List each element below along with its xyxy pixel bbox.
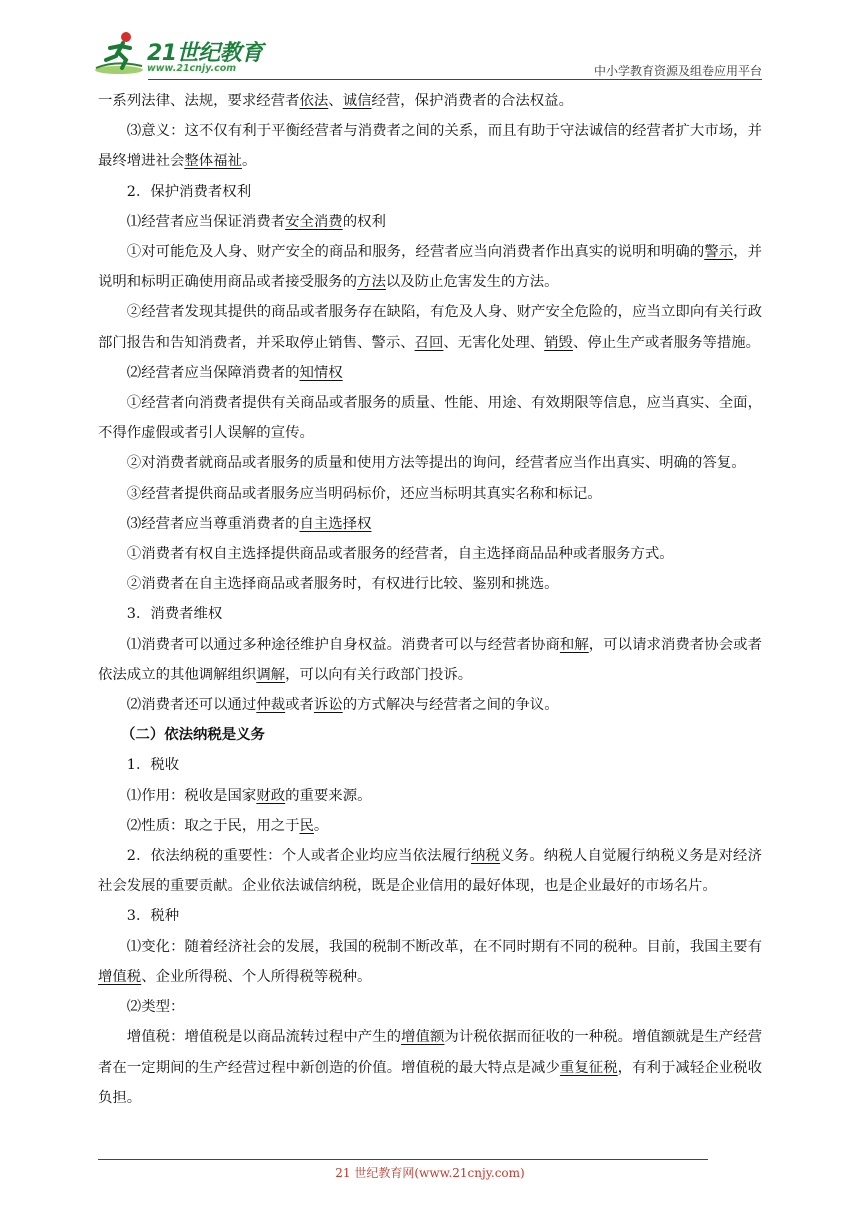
key-term: 整体福祉 xyxy=(184,153,242,170)
section-heading: 3．税种 xyxy=(126,908,180,925)
document-body xyxy=(98,86,762,1113)
footer-divider xyxy=(98,1159,708,1160)
paragraph: ①对可能危及人身、财产安全的商品和服务，经营者应当向消费者作出真实的说明和明确的警示，并说明和标明正确使用商品或者接受服务的方法以及防止危害发生的方法。 xyxy=(98,244,762,291)
paragraph: ⑵性质：取之于民，用之于民。 xyxy=(126,817,329,834)
key-term: 方法 xyxy=(357,274,386,291)
section-heading: 2．保护消费者权利 xyxy=(126,183,252,200)
key-term: 诉讼 xyxy=(313,697,343,714)
key-term: 增值额 xyxy=(401,1029,445,1046)
section-heading: 1．税收 xyxy=(126,757,180,774)
platform-name: 中小学教育资源及组卷应用平台 xyxy=(593,64,762,78)
logo-title: 21世纪教育 xyxy=(147,41,263,66)
paragraph: ⑴经营者应当保证消费者安全消费的权利 xyxy=(126,213,386,230)
paragraph: ⑴变化：随着经济社会的发展，我国的税制不断改革，在不同时期有不同的税种。目前，我国主要有增值税、企业所得税、个人所得税等税种。 xyxy=(98,938,762,985)
paragraph: ⑶意义：这不仅有利于平衡经营者与消费者之间的关系，而且有助于守法诚信的经营者扩大市场，并最终增进社会整体福祉。 xyxy=(98,123,762,170)
key-term: 召回 xyxy=(414,334,444,351)
key-term: 调解 xyxy=(256,666,286,683)
paragraph: ②消费者在自主选择商品或者服务时，有权进行比较、鉴别和挑选。 xyxy=(126,576,559,593)
key-term: 安全消费 xyxy=(285,213,343,230)
key-term: 警示 xyxy=(704,244,734,261)
key-term: 和解 xyxy=(559,636,589,653)
page-header xyxy=(0,0,860,80)
paragraph: ⑵类型： xyxy=(126,999,185,1016)
key-term: 增值税 xyxy=(98,968,142,985)
key-term: 诚信 xyxy=(342,93,372,109)
key-term: 知情权 xyxy=(299,364,343,381)
header-divider xyxy=(148,79,762,80)
key-term: 销毁 xyxy=(544,334,573,351)
key-term: 重复征税 xyxy=(559,1059,618,1076)
paragraph: ⑵消费者还可以通过仲裁或者诉讼的方式解决与经营者之间的争议。 xyxy=(126,697,559,714)
section-heading: 3．消费者维权 xyxy=(126,606,223,623)
paragraph: ③经营者提供商品或者服务应当明码标价，还应当标明其真实名称和标记。 xyxy=(126,485,602,502)
paragraph: ⑶经营者应当尊重消费者的自主选择权 xyxy=(126,515,372,532)
page-footer: 21 世纪教育网(www.21cnjy.com) xyxy=(335,1166,525,1180)
key-term: 自主选择权 xyxy=(299,515,372,532)
logo-url: www.21cnjy.com xyxy=(147,63,237,74)
key-term: 依法 xyxy=(299,93,329,109)
key-term: 纳税 xyxy=(470,848,501,865)
paragraph: ②对消费者就商品或者服务的质量和使用方法等提出的询问，经营者应当作出真实、明确的答复。 xyxy=(126,455,746,472)
paragraph: 2．依法纳税的重要性：个人或者企业均应当依法履行纳税义务。纳税人自觉履行纳税义务是对经济社会发展的重要贡献。企业依法诚信纳税，既是企业信用的最好体现，也是企业最好的市场名片。 xyxy=(98,848,762,895)
chapter-heading: （二）依法纳税是义务 xyxy=(121,726,265,744)
paragraph: 一系列法律、法规，要求经营者依法、诚信经营，保护消费者的合法权益。 xyxy=(98,93,573,109)
paragraph: ①消费者有权自主选择提供商品或者服务的经营者，自主选择商品品种或者服务方式。 xyxy=(126,546,674,563)
paragraph: ①经营者向消费者提供有关商品或者服务的质量、性能、用途、有效期限等信息，应当真实、全面，不得作虚假或者引人误解的宣传。 xyxy=(98,395,762,442)
site-logo xyxy=(92,30,262,78)
key-term: 仲裁 xyxy=(256,697,286,714)
key-term: 财政 xyxy=(256,787,286,804)
paragraph: ②经营者发现其提供的商品或者服务存在缺陷，有危及人身、财产安全危险的，应当立即向有关行政部门报告和告知消费者，并采取停止销售、警示、召回、无害化处理、销毁、停止生产或者服务等措施。 xyxy=(98,304,762,351)
paragraph: ⑵经营者应当保障消费者的知情权 xyxy=(126,364,343,381)
paragraph: ⑴作用：税收是国家财政的重要来源。 xyxy=(126,787,372,804)
paragraph: 增值税：增值税是以商品流转过程中产生的增值额为计税依据而征收的一种税。增值额就是生产经营者在一定期间的生产经营过程中新创造的价值。增值税的最大特点是减少重复征税，有利于减轻企业税收负担。 xyxy=(98,1029,762,1106)
runner-logo-icon xyxy=(92,30,144,76)
paragraph: ⑴消费者可以通过多种途径维护自身权益。消费者可以与经营者协商和解，可以请求消费者协会或者依法成立的其他调解组织调解，可以向有关行政部门投诉。 xyxy=(98,636,762,683)
key-term: 民 xyxy=(299,817,314,834)
